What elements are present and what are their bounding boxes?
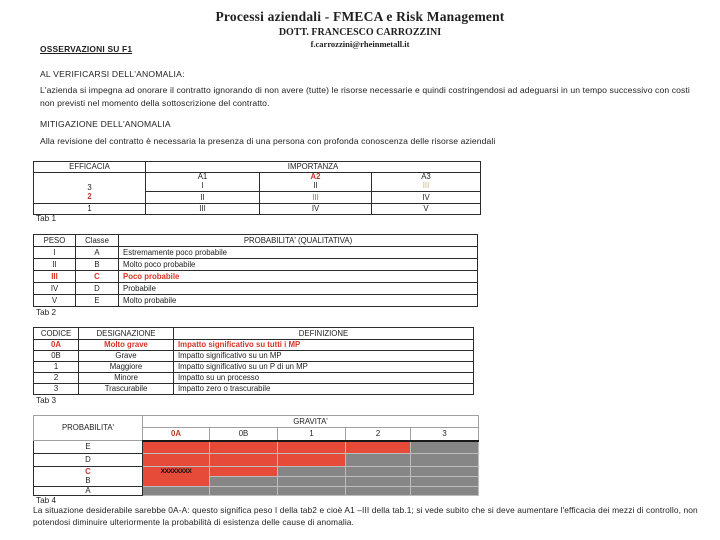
table-cell: II <box>146 192 260 204</box>
table-cell: IV <box>260 204 372 215</box>
group-header-gravita: GRAVITA' <box>143 416 479 428</box>
table-cell: C <box>76 271 119 283</box>
table-cell: Molto probabile <box>119 295 478 307</box>
matrix-cell <box>278 467 346 477</box>
matrix-row-label: E <box>34 441 143 454</box>
table-cell: 3 <box>34 384 79 395</box>
matrix-cell <box>411 477 479 487</box>
table-cell: Impatto su un processo <box>174 373 474 384</box>
table-cell: III <box>34 271 76 283</box>
matrix-cell <box>210 477 278 487</box>
table-cell: Impatto significativo su un P di un MP <box>174 362 474 373</box>
table-cell: Molto grave <box>79 340 174 351</box>
table-cell: IV <box>372 192 481 204</box>
table-cell: 1 <box>34 362 79 373</box>
col-header-classe: Classe <box>76 235 119 247</box>
verificarsi-text: L'azienda si impegna ad onorare il contratto ignorando di non avere (tutte) le risorse necessarie e quindi costringendosi ad adeguarsi in un tempo successivo con costi non previsti nel momento della sottoscrizione del contratto. <box>40 85 690 108</box>
table-cell: D <box>76 283 119 295</box>
table-cell: Impatto zero o trascurabile <box>174 384 474 395</box>
matrix-cell <box>346 487 411 496</box>
group-header-importanza: IMPORTANZA <box>146 162 481 173</box>
matrix-cell <box>411 454 479 467</box>
page-title: Processi aziendali - FMECA e Risk Management <box>215 9 505 24</box>
matrix-cell <box>346 477 411 487</box>
table-cell: 0B <box>34 351 79 362</box>
table-cell: Impatto significativo su tutti i MP <box>174 340 474 351</box>
tab3-label: Tab 3 <box>36 396 57 405</box>
table-cell: I <box>34 247 76 259</box>
matrix-col-header: 0A <box>143 428 210 441</box>
table-cell: Poco probabile <box>119 271 478 283</box>
table-cell: Maggiore <box>79 362 174 373</box>
matrix-cell <box>210 467 278 477</box>
matrix-cell <box>278 477 346 487</box>
table-cell: Grave <box>79 351 174 362</box>
efficacia-importanza-table <box>33 161 481 215</box>
table-cell: 2 <box>34 192 146 204</box>
matrix-cell <box>210 487 278 496</box>
email-line: f.carrozzini@rheinmetall.it <box>310 39 410 49</box>
table-cell: Minore <box>79 373 174 384</box>
verificarsi-heading: AL VERIFICARSI DELL'ANOMALIA: <box>40 69 185 79</box>
matrix-cell <box>278 487 346 496</box>
table-cell: 2 <box>34 373 79 384</box>
col-header-designazione: DESIGNAZIONE <box>79 328 174 340</box>
table-cell: 3 <box>34 173 146 192</box>
matrix-col-header: 3 <box>411 428 479 441</box>
table-cell: B <box>76 259 119 271</box>
matrix-row-label: A <box>34 487 143 496</box>
matrix-cell <box>278 441 346 454</box>
col-header-peso: PESO <box>34 235 76 247</box>
col-header-codice: CODICE <box>34 328 79 340</box>
matrix-cell <box>278 454 346 467</box>
matrix-cell <box>210 441 278 454</box>
matrix-cell <box>411 487 479 496</box>
matrix-row-label: B <box>34 477 143 487</box>
table-cell: V <box>34 295 76 307</box>
matrix-col-header: 1 <box>278 428 346 441</box>
table-cell: II <box>34 259 76 271</box>
row-header-probabilita: PROBABILITA' <box>34 416 143 441</box>
table-cell: III <box>260 192 372 204</box>
matrix-cell <box>143 487 210 496</box>
table-cell: Trascurabile <box>79 384 174 395</box>
table-cell: A <box>76 247 119 259</box>
table-cell: 0A <box>34 340 79 351</box>
matrix-cell <box>411 467 479 477</box>
tab4-label: Tab 4 <box>36 496 57 505</box>
sub-header-a2: A2 <box>260 173 372 182</box>
mitigazione-heading: MITIGAZIONE DELL'ANOMALIA <box>40 119 171 129</box>
table-cell: I <box>146 182 260 192</box>
matrix-col-header: 2 <box>346 428 411 441</box>
tab2-label: Tab 2 <box>36 308 57 317</box>
table-cell: E <box>76 295 119 307</box>
osservazioni-heading: OSSERVAZIONI SU F1 <box>40 44 133 54</box>
col-header-efficacia: EFFICACIA <box>34 162 146 173</box>
table-cell: IV <box>34 283 76 295</box>
table-cell: II <box>260 182 372 192</box>
matrix-cell <box>210 454 278 467</box>
table-cell: Impatto significativo su un MP <box>174 351 474 362</box>
table-cell: Probabile <box>119 283 478 295</box>
matrix-cell <box>143 477 210 487</box>
matrix-cell <box>346 467 411 477</box>
col-header-definizione: DEFINIZIONE <box>174 328 474 340</box>
probabilita-table <box>33 234 478 307</box>
table-cell: III <box>372 182 481 192</box>
mitigazione-text: Alla revisione del contratto è necessaria la presenza di una persona con profonda conoscenza delle risorse aziendali <box>40 136 496 146</box>
tab1-label: Tab 1 <box>36 214 57 223</box>
author-line: DOTT. FRANCESCO CARROZZINI <box>278 27 442 38</box>
matrix-col-header: 0B <box>210 428 278 441</box>
matrix-cell <box>411 441 479 454</box>
matrix-cell-marker: XXXXXXXX <box>143 467 210 477</box>
risk-matrix-table <box>33 415 479 496</box>
slide-header <box>0 9 720 49</box>
sub-header-a1: A1 <box>146 173 260 182</box>
matrix-cell <box>346 454 411 467</box>
matrix-cell <box>143 454 210 467</box>
matrix-row-label: D <box>34 454 143 467</box>
table-cell: III <box>146 204 260 215</box>
gravita-codici-table <box>33 327 474 395</box>
table-cell: 1 <box>34 204 146 215</box>
table-cell: V <box>372 204 481 215</box>
sub-header-a3: A3 <box>372 173 481 182</box>
col-header-probabilita: PROBABILITA' (QUALITATIVA) <box>119 235 478 247</box>
matrix-row-label: C <box>34 467 143 477</box>
matrix-cell <box>143 441 210 454</box>
table-cell: Estremamente poco probabile <box>119 247 478 259</box>
matrix-cell <box>346 441 411 454</box>
conclusion-text: La situazione desiderabile sarebbe 0A-A: questo significa peso I della tab2 e cioè A1 –III della tab.1; si vede subito che si deve aumentare l'efficacia dei mezzi di controllo, non potendosi diminuire ulteriormente la probabilità di esistenza delle cause di anomalia. <box>33 505 698 527</box>
table-cell: Molto poco probabile <box>119 259 478 271</box>
